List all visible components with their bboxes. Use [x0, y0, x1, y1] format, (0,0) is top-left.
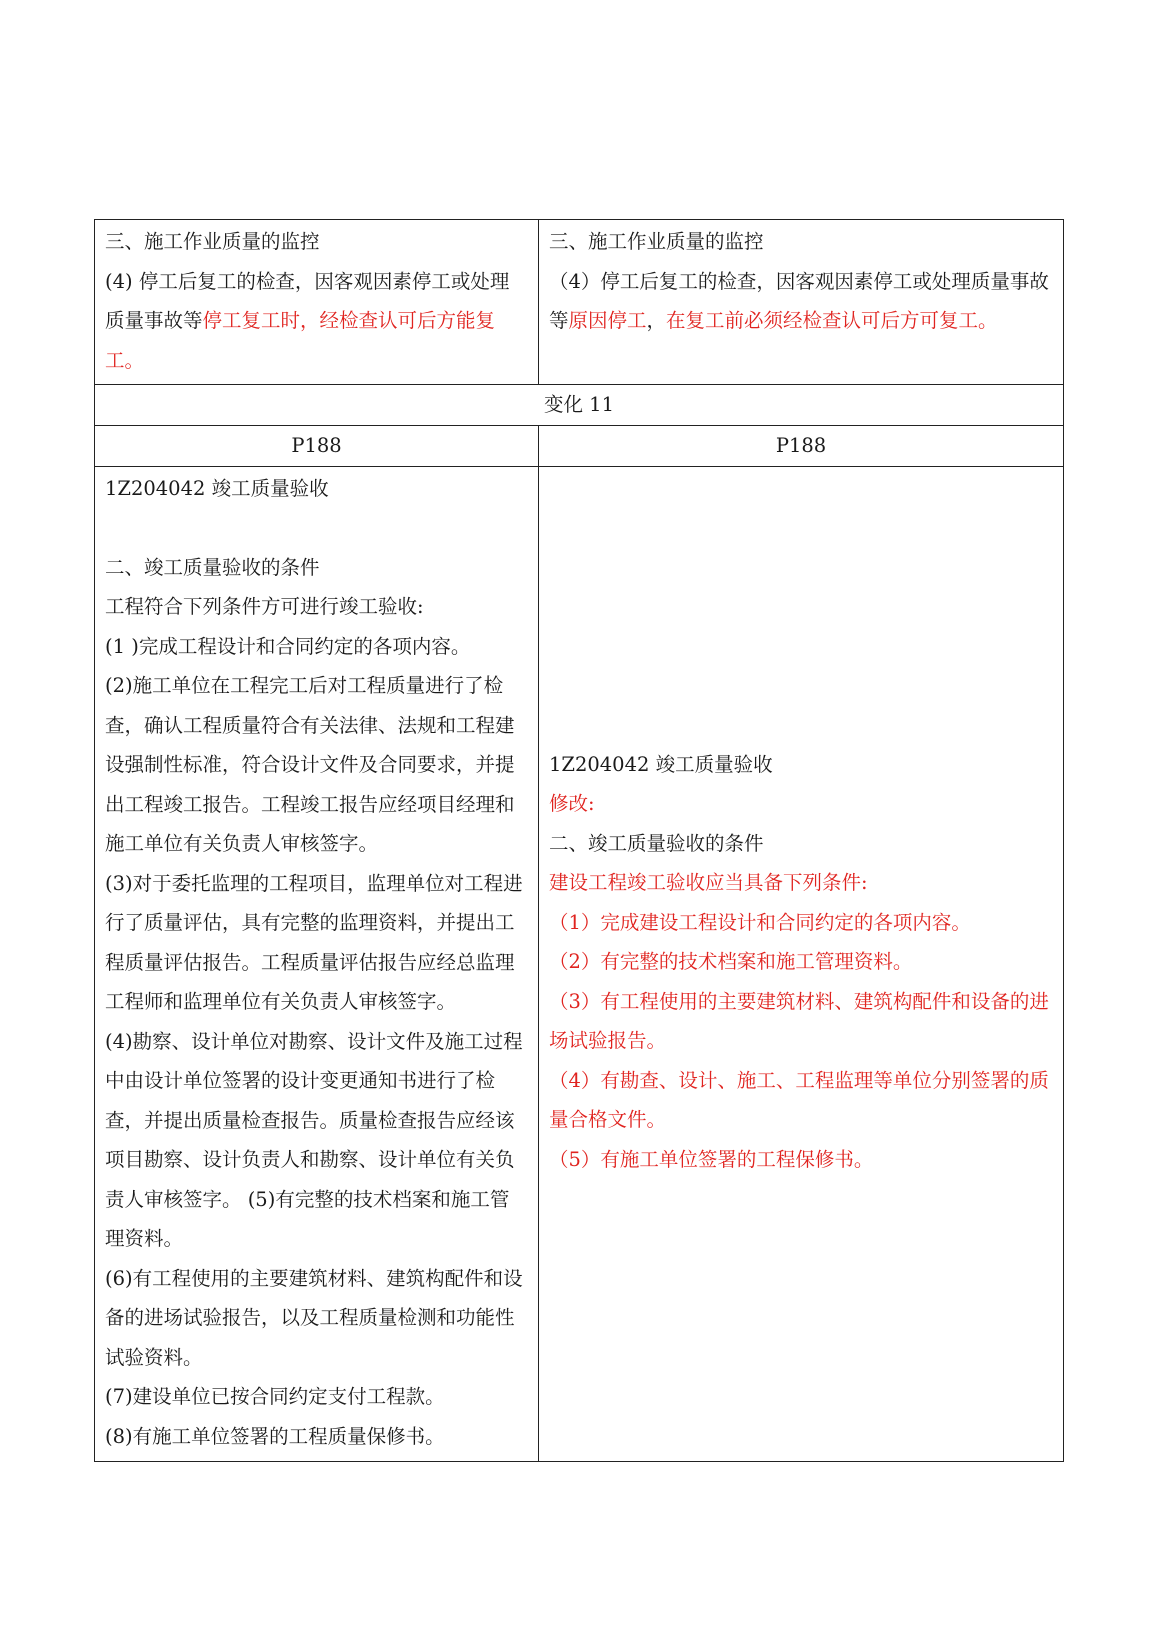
right-main-cell: [539, 466, 1064, 1461]
list-item: (3)对于委托监理的工程项目，监理单位对工程进行了质量评估，具有完整的监理资料，并提出工程质量评估报告。工程质量评估报告应经总监理工程师和监理单位有关负责人审核签字。: [105, 871, 523, 1013]
list-item: （4）有勘查、设计、施工、工程监理等单位分别签署的质量合格文件。: [549, 1068, 1049, 1131]
list-item: (8)有施工单位签署的工程质量保修书。: [105, 1424, 445, 1448]
section-title: 1Z204042 竣工质量验收: [549, 752, 773, 776]
section-heading: 三、施工作业质量的监控: [105, 230, 320, 253]
row1-right-cell: [539, 220, 1064, 385]
paragraph-text: (4) 停工后复工的检查，因客观因素停工或处理质量事故等: [105, 269, 510, 332]
paragraph-text: （4）停工后复工的检查，因客观因素停工或处理质量事故等: [549, 269, 1049, 332]
list-item: （1）完成建设工程设计和合同约定的各项内容。: [549, 910, 971, 934]
table-row: [95, 466, 1064, 1461]
list-item: (2)施工单位在工程完工后对工程质量进行了检查，确认工程质量符合有关法律、法规和工程建设强制性标准，符合设计文件及合同要求，并提出工程竣工报告。工程竣工报告应经项目经理和施工单位有关负责人审核签字。: [105, 674, 515, 855]
section-heading: 二、竣工质量验收的条件: [105, 555, 320, 579]
row1-left-cell: [95, 220, 539, 385]
section-heading: 三、施工作业质量的监控: [549, 230, 764, 253]
list-item: （3）有工程使用的主要建筑材料、建筑构配件和设备的进场试验报告。: [549, 989, 1049, 1052]
list-item: (6)有工程使用的主要建筑材料、建筑构配件和设备的进场试验报告，以及工程质量检测和功能性试验资料。: [105, 1266, 523, 1369]
paragraph-text: ，: [646, 309, 667, 332]
list-item: (1 )完成工程设计和合同约定的各项内容。: [105, 634, 471, 658]
intro-text: 建设工程竣工验收应当具备下列条件:: [549, 871, 868, 894]
blank-line: [105, 508, 528, 548]
page-ref-left: P188: [95, 425, 539, 466]
section-heading: 二、竣工质量验收的条件: [549, 831, 764, 855]
highlighted-text: 原因停工: [568, 309, 647, 332]
table-row: [95, 220, 1064, 385]
list-item: （2）有完整的技术档案和施工管理资料。: [549, 950, 913, 973]
left-main-cell: [95, 466, 539, 1461]
highlighted-text: 停工复工时，经检查认可后方能复工。: [105, 309, 496, 372]
blank-space: [549, 469, 1053, 745]
change-label: 变化 11: [95, 385, 1064, 426]
list-item: (7)建设单位已按合同约定支付工程款。: [105, 1385, 445, 1408]
modify-label: 修改:: [549, 792, 595, 815]
table-row: [95, 425, 1064, 466]
paragraph: [105, 262, 528, 381]
section-title: 1Z204042 竣工质量验收: [105, 476, 329, 500]
list-item: (4)勘察、设计单位对勘察、设计文件及施工过程中由设计单位签署的设计变更通知书进行了检查，并提出质量检查报告。质量检查报告应经该项目勘察、设计负责人和勘察、设计单位有关负责人审核签字。 (5)有完整的技术档案和施工管理资料。: [105, 1029, 523, 1250]
intro-text: 工程符合下列条件方可进行竣工验收:: [105, 595, 424, 618]
page-ref-right: P188: [539, 425, 1064, 466]
highlighted-text: 在复工前必须经检查认可后方可复工。: [666, 309, 998, 332]
table-row: [95, 385, 1064, 426]
comparison-table: [94, 219, 1064, 1462]
paragraph: [549, 262, 1053, 341]
list-item: （5）有施工单位签署的工程保修书。: [549, 1147, 874, 1171]
